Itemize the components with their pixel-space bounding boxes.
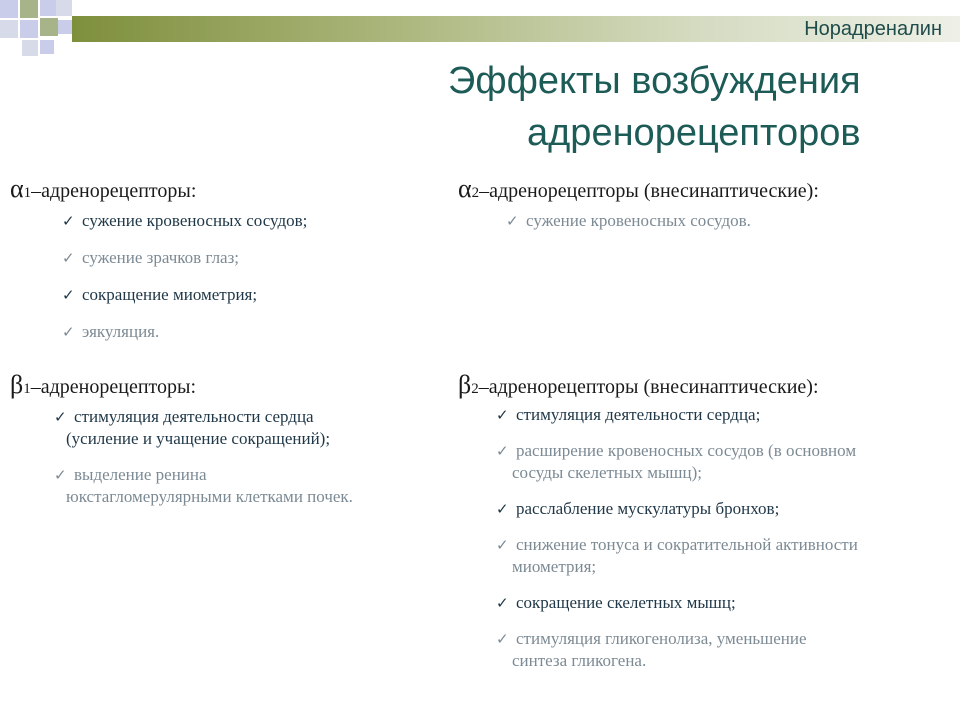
list-item [488,498,958,520]
list-item [54,284,307,306]
check-icon: ✓ [62,286,75,304]
item-text: сужение зрачков глаз; [82,248,240,267]
item-text: стимуляция деятельности сердца; [516,405,761,424]
check-icon: ✓ [62,249,75,267]
item-text: миометрия; [512,557,597,576]
alpha1-heading [10,174,307,204]
item-text: расслабление мускулатуры бронхов; [516,499,780,518]
receptor-note: : [190,376,197,398]
list-item [54,210,307,232]
greek-letter: β [458,370,472,399]
beta2-heading [458,370,958,400]
title-line-1: Эффекты возбуждения [448,60,861,102]
item-text: сужение кровеносных сосудов; [82,211,308,230]
decor-square [0,0,18,18]
greek-letter: α [10,174,24,203]
decor-square [40,18,58,36]
title-line-2: адренорецепторов [527,112,861,154]
list-item [46,464,353,508]
greek-letter: α [458,174,472,203]
list-item [488,440,958,484]
subscript: 2 [471,381,479,397]
receptor-name: –адренорецепторы [31,180,191,202]
subscript: 1 [23,185,32,201]
item-text: снижение тонуса и сократительной активности [516,535,858,554]
receptor-note: : [190,180,197,202]
check-icon: ✓ [496,442,509,460]
list-item [46,406,353,450]
beta1-heading [10,370,353,400]
beta1-section [10,370,353,508]
check-icon: ✓ [506,212,519,230]
beta2-section [458,370,958,672]
item-text: юкстагломерулярными клетками почек. [66,487,353,506]
item-text: эякуляция. [82,322,160,341]
list-item [488,592,958,614]
decor-square [56,0,72,16]
item-text: (усиление и учащение сокращений); [66,429,331,448]
item-text: стимуляция деятельности сердца [74,407,314,426]
subscript: 2 [471,185,480,201]
decor-square [40,0,56,16]
decor-square [20,20,38,38]
check-icon: ✓ [54,408,67,426]
receptor-note: (внесинаптические): [638,376,819,398]
list-item [54,321,307,343]
receptor-name: –адренорецепторы [479,180,639,202]
alpha2-section [458,174,819,232]
greek-letter: β [10,370,24,399]
check-icon: ✓ [496,406,509,424]
decor-square [40,40,54,54]
decor-square [0,20,18,38]
item-text: сокращение миометрия; [82,285,258,304]
decor-square [58,20,72,34]
list-item [498,210,819,232]
decor-square [20,0,38,18]
receptor-name: –адренорецепторы [30,376,191,398]
item-text: сужение кровеносных сосудов. [526,211,751,230]
list-item [54,247,307,269]
item-text: выделение ренина [74,465,207,484]
check-icon: ✓ [496,594,509,612]
check-icon: ✓ [496,630,509,648]
list-item [488,404,958,426]
alpha1-section [10,174,307,343]
item-text: расширение кровеносных сосудов (в основном [516,441,857,460]
check-icon: ✓ [496,536,509,554]
topic-label: Норадреналин [804,18,942,40]
subscript: 1 [23,381,31,397]
item-text: синтеза гликогена. [512,651,647,670]
alpha2-heading [458,174,819,204]
check-icon: ✓ [496,500,509,518]
receptor-note: (внесинаптические): [638,180,819,202]
list-item [488,628,958,672]
item-text: сосуды скелетных мышц); [512,463,702,482]
check-icon: ✓ [62,323,75,341]
decor-square [22,40,38,56]
item-text: сокращение скелетных мышц; [516,593,736,612]
receptor-name: –адренорецепторы [478,376,639,398]
list-item [488,534,958,578]
item-text: стимуляция гликогенолиза, уменьшение [516,629,807,648]
check-icon: ✓ [54,466,67,484]
check-icon: ✓ [62,212,75,230]
